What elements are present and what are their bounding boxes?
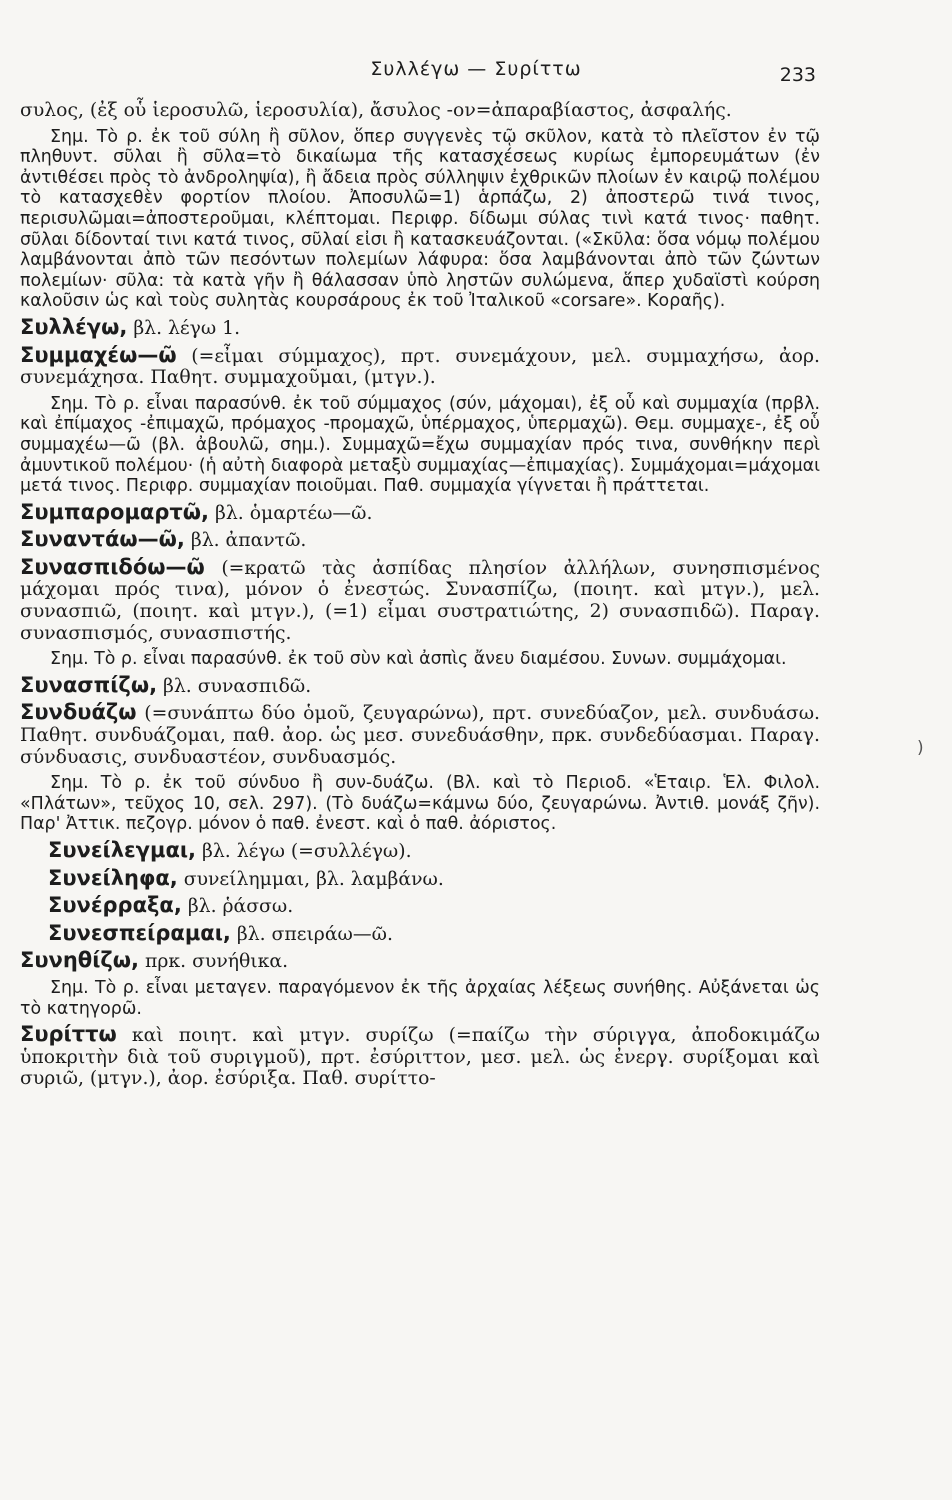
entry-text: βλ. λέγω 1. — [133, 317, 241, 339]
margin-mark: ) — [917, 738, 924, 758]
entry-synethizo — [20, 950, 820, 1019]
continuation-note: Σημ. Τὸ ρ. ἐκ τοῦ σύλη ἢ σῦλον, ὅπερ συγγενὲς τῷ σκῦλον, κατὰ τὸ πλεῖστον ἐν τῷ πληθυντ. σῦλαι ἢ σῦλα=τὸ δικαίωμα τῆς κατασχέσεως κυρίως ἐμπορευμάτων (ἐν ἀντιθέσει πρὸς τὸ ἀνδροληψία), ἢ ἄδεια πρὸς σύλληψιν ἐχθρικῶν πλοίων ἐν καιρῷ πολέμου τὸ κατασχεθὲν φορτίον πλοίου. Ἀποσυλῶ=1) ἁρπάζω, 2) ἀποστερῶ τινά τινος, περισυλῶμαι=ἀποστεροῦμαι, κλέπτομαι. Περιφρ. δίδωμι σύλας τινὶ κατά τινος· παθητ. σῦλαι δίδονταί τινι κατά τινος, σῦλαί εἰσι ἢ κατασκευάζονται. («Σκῦλα: ὅσα νόμῳ πολέμου λαμβάνονται ἀπὸ τῶν πεσόντων πολεμίων λάφυρα: ὅσα λαμβάνονται ἀπὸ τῶν ζώντων πολεμίων· σῦλα: τὰ κατὰ γῆν ἢ θάλασσαν ὑπὸ ληστῶν συλώμενα, ἅπερ χυδαϊστὶ κούρση καλοῦσιν ὡς καὶ τοὺς συλητὰς κουρσάρους ἐκ τοῦ Ἰταλικοῦ «corsare». Κοραῆς). — [20, 126, 820, 312]
entry-text: βλ. ὁμαρτέω—ῶ. — [215, 502, 373, 524]
entry-text: βλ. λέγω (=συλλέγω). — [202, 841, 412, 862]
entry-text: βλ. ῥάσσω. — [187, 896, 294, 918]
entry-synantao — [20, 529, 820, 552]
entry-syllego — [20, 314, 820, 340]
page-body — [20, 100, 820, 1095]
entry-note: Σημ. Τὸ ρ. εἶναι παρασύνθ. ἐκ τοῦ σύμμαχος (σύν, μάχομαι), ἐξ οὗ καὶ συμμαχία (πρβλ. καὶ ἐπίμαχος -ἐπιμαχῶ, πρόμαχος -προμαχῶ, ὑπέρμαχος, ὑπερμαχῶ). Θεμ. συμμαχε-, ἐξ οὗ συμμαχέω—ῶ (βλ. ἀβουλῶ, σημ.). Συμμαχῶ=ἔχω συμμαχίαν πρός τινα, συνθήκην περὶ ἀμυντικοῦ πολέμου· (ἡ αὐτὴ διαφορὰ μεταξὺ συμμαχίας—ἐπιμαχίας). Συμμάχομαι=μάχομαι μετά τινος. Περιφρ. συμμαχίαν ποιοῦμαι. Παθ. συμμαχία γίγνεται ἢ πράττεται. — [20, 393, 820, 497]
entry-text: πρκ. συνήθικα. — [145, 951, 289, 973]
entry-symparomarto — [20, 499, 820, 525]
continuation-text: συλος, (ἐξ οὗ ἱεροσυλῶ, ἱεροσυλία), ἄσυλος -ον=ἀπαραβίαστος, ἀσφαλής. — [20, 100, 732, 121]
entry-text: βλ. ἀπαντῶ. — [190, 530, 307, 552]
headword: Συνείληφα, — [48, 865, 178, 890]
entry-text: καὶ ποιητ. καὶ μτγν. συρίζω (=παίζω τὴν σύριγγα, ἀποδοκιμάζω ὑποκριτὴν διὰ τοῦ συριγμοῦ), πρτ. ἐσύριττον, μεσ. μελ. ὡς ἐνεργ. συρίξομαι καὶ συριῶ, (μτγν.), ἀορ. ἐσύριξα. Παθ. συρίττο- — [20, 1025, 820, 1090]
headword: Συνασπίζω, — [20, 672, 158, 697]
entry-text: (=κρατῶ τὰς ἀσπίδας πλησίον ἀλλήλων, συνησπισμένος μάχομαι πρός τινα), μόνον ὁ ἐνεστώς. Συνασπίζω, (ποιητ. καὶ μτγν.), μελ. συνασπιῶ, (ποιητ. καὶ μτγν.), (=1) εἶμαι συστρατιώτης, 2) συνασπιδῶ). Παραγ. συνασπισμός, συνασπιστής. — [20, 557, 820, 644]
headword: Συλλέγω, — [20, 314, 128, 339]
running-title: Συλλέγω — Συρίττω — [370, 58, 582, 80]
entry-synaspidoo — [20, 554, 820, 670]
headword: Συνέρραξα, — [48, 893, 182, 918]
entry-text: βλ. σπειράω—ῶ. — [236, 923, 393, 945]
entry-note: Σημ. Τὸ ρ. εἶναι παρασύνθ. ἐκ τοῦ σὺν καὶ ἀσπὶς ἄνευ διαμέσου. Συνων. συμμάχομαι. — [50, 649, 787, 670]
headword: Συνδυάζω — [20, 700, 137, 725]
entry-syneilepha — [20, 865, 820, 891]
entry-syndyazo — [20, 702, 820, 835]
headword: Συνείλεγμαι, — [48, 838, 197, 862]
headword: Συμπαρομαρτῶ, — [20, 499, 210, 524]
entry-note: Σημ. Τὸ ρ. ἐκ τοῦ σύνδυο ἢ συν-δυάζω. (Βλ. καὶ τὸ Περιοδ. «Ἑταιρ. Ἑλ. Φιλολ. «Πλάτων», τεῦχος 10, σελ. 297). (Τὸ δυάζω=κάμνω δύο, ζευγαρώνω. Ἀντιθ. μονάξ ζῆν). Παρ' Ἀττικ. πεζογρ. μόνον ὁ παθ. ἐνεστ. καὶ ὁ παθ. ἀόριστος. — [20, 773, 820, 835]
headword: Συρίττω — [20, 1022, 117, 1047]
entry-synespeiramai — [20, 920, 820, 946]
entry-text: συνείλημμαι, βλ. λαμβάνω. — [183, 868, 444, 890]
entry-text: (=εἶμαι σύμμαχος), πρτ. συνεμάχουν, μελ. συμμαχήσω, ἀορ. συνεμάχησα. Παθητ. συμμαχοῦμαι, (μτγν.). — [20, 345, 820, 389]
page-header — [0, 58, 952, 88]
entry-text: (=συνάπτω δύο ὁμοῦ, ζευγαρώνω), πρτ. συνεδύαζον, μελ. συνδυάσω. Παθητ. συνδυάζομαι, παθ. ἀορ. ὡς μεσ. συνεδυάσθην, πρκ. συνδεδύασμαι. Παραγ. σύνδυασις, συνδυαστέον, συνδυασμός. — [20, 703, 820, 768]
entry-symmacheo — [20, 342, 820, 497]
entry-text: βλ. συνασπιδῶ. — [163, 675, 312, 697]
headword: Συνηθίζω, — [20, 948, 140, 973]
headword: Συνασπιδόω—ῶ — [20, 554, 205, 579]
headword: Συνεσπείραμαι, — [48, 920, 231, 945]
entry-synerraxa — [20, 895, 820, 918]
entry-syritto — [20, 1024, 820, 1090]
entry-synaspizo — [20, 672, 820, 698]
headword: Συμμαχέω—ῶ — [20, 342, 177, 367]
entry-note: Σημ. Τὸ ρ. εἶναι μεταγεν. παραγόμενον ἐκ τῆς ἀρχαίας λέξεως συνήθης. Αὐξάνεται ὡς τὸ κατηγορῶ. — [20, 977, 820, 1019]
continuation-entry — [20, 100, 820, 312]
headword: Συναντάω—ῶ, — [20, 527, 185, 552]
entry-syneilegmai — [20, 840, 820, 863]
page-number: 233 — [779, 64, 816, 86]
